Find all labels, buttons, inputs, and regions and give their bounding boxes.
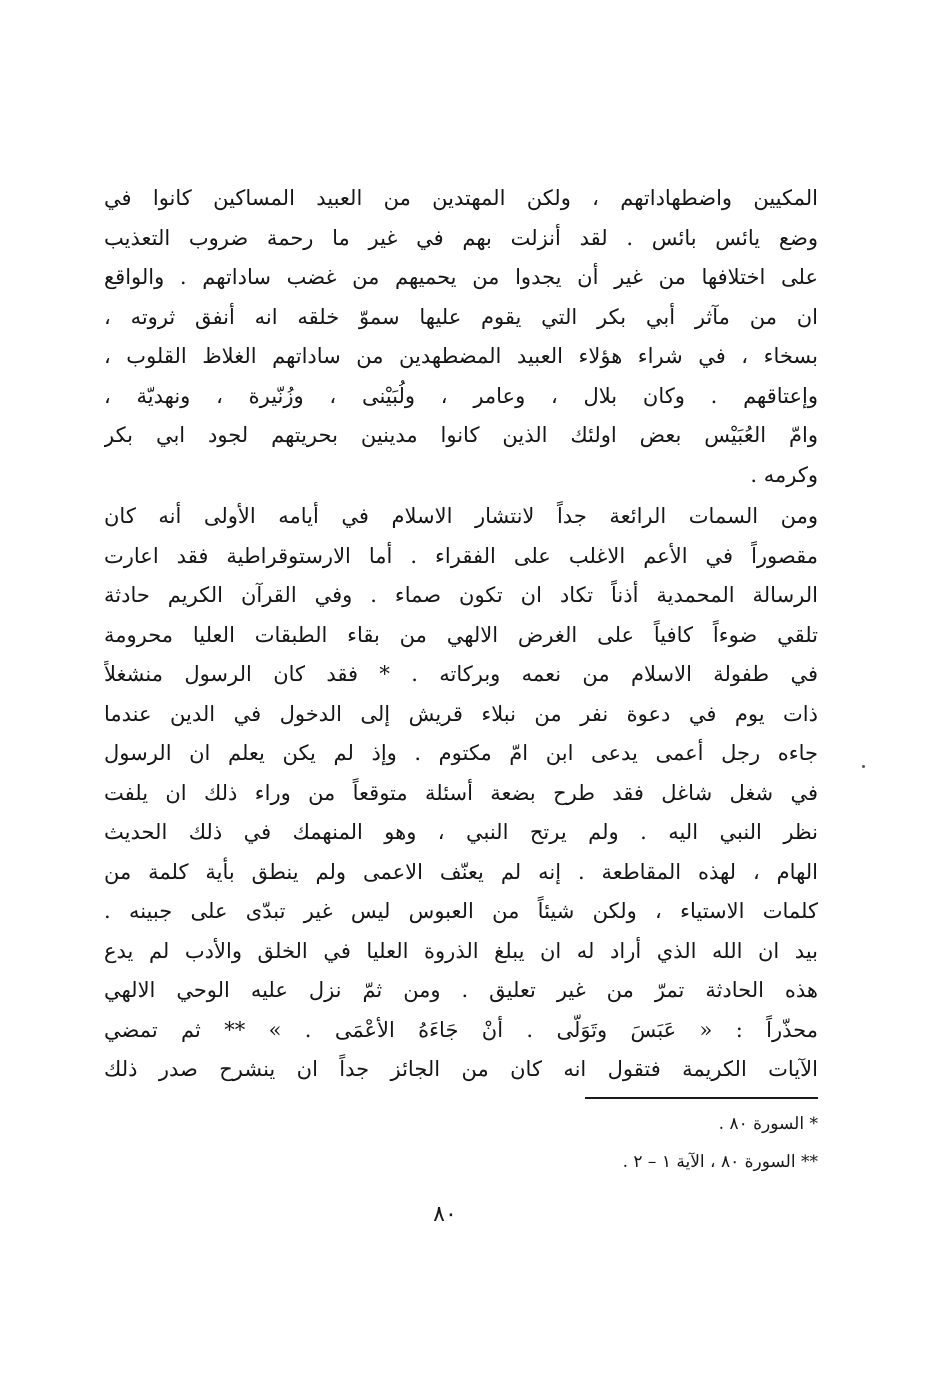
paragraph-2: [104, 497, 818, 1090]
text-line: الهام ، لهذه المقاطعة . إنه لم يعنّف الاعمى ولم ينطق بأية كلمة من: [104, 859, 818, 884]
text-line: تلقي ضوءاً كافياً على الغرض الالهي من بقاء الطبقات العليا محرومة: [104, 622, 818, 647]
footnote-2: ** السورة ٨٠ ، الآية ١ – ٢ .: [622, 1152, 818, 1172]
text-line: بيد ان الله الذي أراد له ان يبلغ الذروة العليا في الخلق والأدب لم يدع: [104, 938, 818, 963]
text-line: على اختلافها من غير أن يجدوا من يحميهم من غضب ساداتهم . والواقع: [104, 265, 818, 289]
text-line: نظر النبي اليه . ولم يرتح النبي ، وهو المنهمك في ذلك الحديث: [104, 820, 818, 844]
text-line: وامّ العُبَيْس بعض اولئك الذين كانوا مدينين بحريتهم لجود ابي بكر: [104, 423, 818, 447]
text-line: في طفولة الاسلام من نعمه وبركاته . * فقد كان الرسول منشغلاً: [104, 662, 818, 686]
paragraph-1: [104, 179, 818, 495]
text-line: كلمات الاستياء ، ولكن شيئاً من العبوس ليس غير تبدّى على جبينه .: [104, 899, 818, 923]
scan-speck: [862, 765, 865, 768]
page-number: ٨٠: [433, 1202, 457, 1227]
text-line: هذه الحادثة تمرّ من غير تعليق . ومن ثمّ نزل عليه الوحي الالهي: [104, 978, 818, 1002]
text-line: بسخاء ، في شراء هؤلاء العبيد المضطهدين من ساداتهم الغلاظ القلوب ،: [104, 344, 818, 368]
text-line: المكيين واضطهاداتهم ، ولكن المهتدين من العبيد المساكين كانوا في: [104, 186, 818, 210]
text-line: وكرمه .: [750, 462, 818, 487]
footnotes: [440, 1105, 818, 1181]
text-line: ان من مآثر أبي بكر التي يقوم عليها سموّ خلقه انه أنفق ثروته ،: [104, 304, 818, 329]
text-line: محذّراً : « عَبَسَ وتَوَلّى . أنْ جَاءَهُ الأعْمَى . » ** ثم تمضي: [104, 1017, 818, 1042]
text-line: ذات يوم في دعوة نفر من نبلاء قريش إلى الدخول في الدين عندما: [104, 701, 818, 726]
text-line: الرسالة المحمدية أذناً تكاد ان تكون صماء . وفي القرآن الكريم حادثة: [104, 583, 818, 607]
text-line: جاءه رجل أعمى يدعى ابن امّ مكتوم . وإذ لم يكن يعلم ان الرسول: [104, 741, 818, 765]
text-line: وضع يائس بائس . لقد أنزلت بهم في غير ما رحمة ضروب التعذيب: [104, 225, 818, 250]
text-line: الآيات الكريمة فتقول انه كان من الجائز جداً ان ينشرح صدر ذلك: [104, 1057, 818, 1081]
text-line: ومن السمات الرائعة جداً لانتشار الاسلام في أيامه الأولى أنه كان: [104, 504, 818, 528]
footnote-divider: [585, 1097, 818, 1099]
footnote-1: * السورة ٨٠ .: [718, 1114, 818, 1134]
text-line: في شغل شاغل فقد طرح بضعة أسئلة متوقعاً من وراء ذلك ان يلفت: [104, 780, 818, 805]
text-line: وإعتاقهم . وكان بلال ، وعامر ، ولُبَيْنى ، وزُنّيرة ، ونهديّة ،: [104, 383, 818, 408]
text-line: مقصوراً في الأعم الاغلب على الفقراء . أما الارستوقراطية فقد اعارت: [104, 543, 818, 568]
